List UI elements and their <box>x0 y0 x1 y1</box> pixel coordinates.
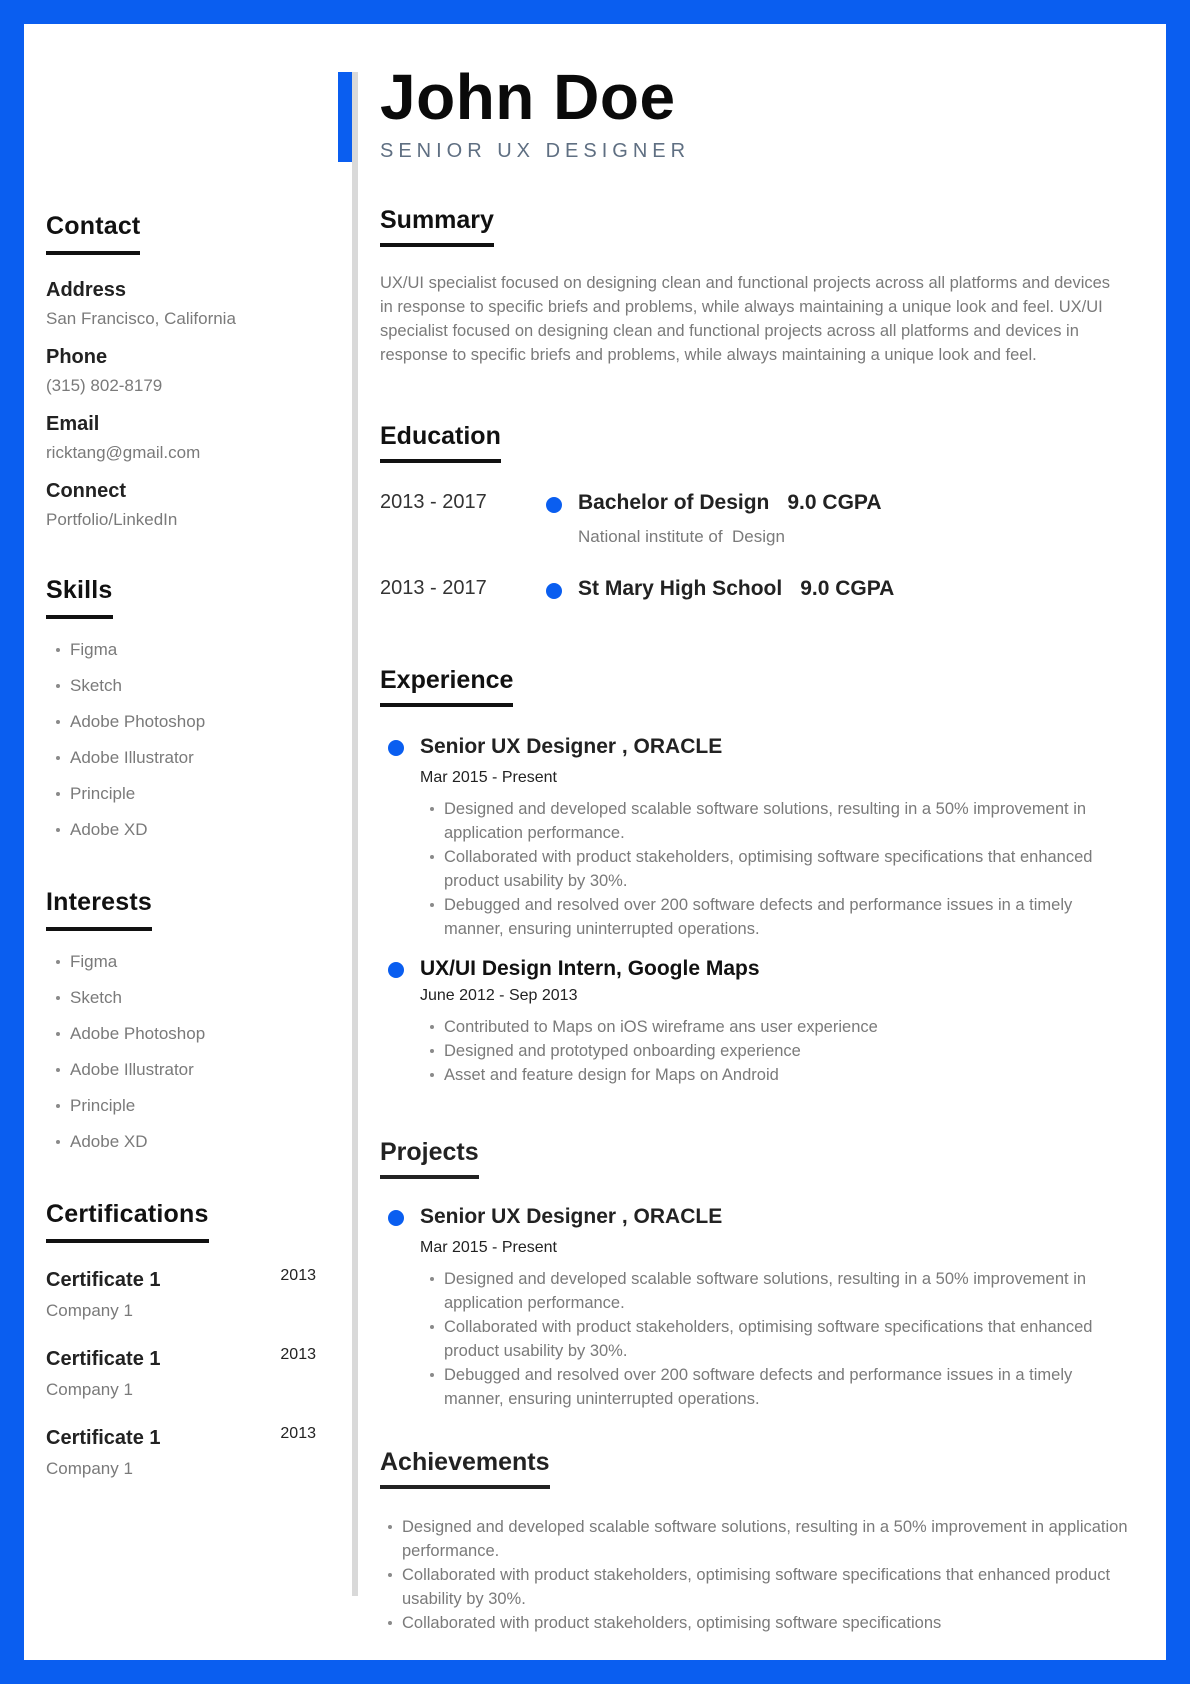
education-degree <box>578 577 894 601</box>
education-item <box>380 491 1140 577</box>
interests-section <box>46 888 346 1167</box>
certificate-year: 2013 <box>280 1425 316 1442</box>
list-item: Designed and prototyped onboarding experience <box>430 1039 1110 1063</box>
list-item: Collaborated with product stakeholders, optimising software specifications that enhanced product usability by 30%. <box>430 1315 1110 1363</box>
job-bullets <box>420 1015 1140 1087</box>
certificate-name: Certificate 1 <box>46 1269 161 1291</box>
job-bullets <box>420 797 1140 941</box>
skills-section <box>46 576 346 855</box>
contact-value: ricktang@gmail.com <box>46 443 201 462</box>
degree-score: 9.0 CGPA <box>787 491 882 514</box>
candidate-role: SENIOR UX DESIGNER <box>380 140 691 162</box>
column-divider <box>352 72 358 1596</box>
degree-name: St Mary High School <box>578 577 783 600</box>
certificate-item <box>46 1346 346 1402</box>
job-date: Mar 2015 - Present <box>420 769 557 786</box>
education-years: 2013 - 2017 <box>380 577 487 599</box>
certificate-item <box>46 1425 346 1481</box>
education-school: National institute of Design <box>578 527 785 546</box>
contact-item-email <box>46 411 346 465</box>
project-title: Senior UX Designer , ORACLE <box>420 1205 723 1228</box>
experience-list <box>380 733 1140 1087</box>
list-item: Collaborated with product stakeholders, optimising software specifications <box>388 1611 1128 1635</box>
list-item: Adobe XD <box>56 1131 346 1153</box>
list-item: Debugged and resolved over 200 software defects and performance issues in a timely manner, ensuring uninterrupted operations. <box>430 1363 1110 1411</box>
summary-text: UX/UI specialist focused on designing clean and functional projects across all platforms and devices in response to specific briefs and problems, while always maintaining a unique look and feel. UX/UI specialist focused on designing clean and functional projects across all platforms and devices in response to specific briefs and problems, while always maintaining a unique look and feel. <box>380 274 1111 364</box>
certifications-list <box>46 1267 346 1481</box>
education-section <box>380 422 1140 625</box>
certificate-name: Certificate 1 <box>46 1427 161 1449</box>
timeline-dot-icon <box>388 740 404 756</box>
list-item: Principle <box>56 1095 346 1117</box>
contact-item-connect <box>46 478 346 532</box>
candidate-name: John Doe <box>380 61 676 133</box>
job-date: June 2012 - Sep 2013 <box>420 987 578 1004</box>
experience-heading: Experience <box>380 666 513 707</box>
certificate-company: Company 1 <box>46 1301 133 1320</box>
education-years: 2013 - 2017 <box>380 491 487 513</box>
timeline-dot-icon <box>388 1210 404 1226</box>
certificate-name: Certificate 1 <box>46 1348 161 1370</box>
experience-item <box>380 955 1140 1087</box>
timeline-dot-icon <box>546 583 562 599</box>
list-item: Adobe Illustrator <box>56 747 346 769</box>
job-title: Senior UX Designer , ORACLE <box>420 735 723 758</box>
list-item: Designed and developed scalable software solutions, resulting in a 50% improvement in application performance. <box>430 1267 1110 1315</box>
education-item <box>380 577 1140 625</box>
list-item: Figma <box>56 951 346 973</box>
experience-section <box>380 666 1140 1087</box>
education-list <box>380 491 1140 625</box>
interests-heading: Interests <box>46 888 152 931</box>
achievements-list <box>380 1515 1140 1635</box>
accent-bar <box>338 72 352 162</box>
education-degree <box>578 491 882 515</box>
education-heading: Education <box>380 422 501 463</box>
contact-label: Email <box>46 413 100 435</box>
contact-list <box>46 277 346 532</box>
resume-page <box>24 24 1166 1660</box>
job-title: UX/UI Design Intern, Google Maps <box>420 957 760 980</box>
achievements-section <box>380 1448 1140 1635</box>
list-item: Collaborated with product stakeholders, optimising software specifications that enhanced product usability by 30%. <box>388 1563 1128 1611</box>
project-date: Mar 2015 - Present <box>420 1239 557 1256</box>
contact-label: Phone <box>46 346 108 368</box>
degree-score: 9.0 CGPA <box>800 577 895 600</box>
projects-list <box>380 1203 1140 1411</box>
achievements-heading: Achievements <box>380 1448 550 1489</box>
certificate-year: 2013 <box>280 1346 316 1363</box>
project-item <box>380 1203 1140 1411</box>
list-item: Debugged and resolved over 200 software defects and performance issues in a timely manner, ensuring uninterrupted operations. <box>430 893 1110 941</box>
projects-section <box>380 1138 1140 1411</box>
contact-value: (315) 802-8179 <box>46 376 163 395</box>
timeline-dot-icon <box>388 962 404 978</box>
list-item: Adobe Illustrator <box>56 1059 346 1081</box>
list-item: Collaborated with product stakeholders, optimising software specifications that enhanced product usability by 30%. <box>430 845 1110 893</box>
summary-heading: Summary <box>380 206 494 247</box>
list-item: Designed and developed scalable software solutions, resulting in a 50% improvement in application performance. <box>388 1515 1128 1563</box>
certifications-heading: Certifications <box>46 1200 209 1243</box>
list-item: Sketch <box>56 987 346 1009</box>
contact-value: San Francisco, California <box>46 309 236 328</box>
interests-list <box>46 951 346 1153</box>
list-item: Asset and feature design for Maps on Android <box>430 1063 1110 1087</box>
list-item: Adobe Photoshop <box>56 711 346 733</box>
certifications-section <box>46 1200 346 1504</box>
projects-heading: Projects <box>380 1138 479 1179</box>
timeline-dot-icon <box>546 497 562 513</box>
list-item: Figma <box>56 639 346 661</box>
contact-section <box>46 212 346 545</box>
certificate-item <box>46 1267 346 1323</box>
certificate-year: 2013 <box>280 1267 316 1284</box>
summary-section <box>380 206 1140 367</box>
contact-label: Connect <box>46 480 126 502</box>
degree-name: Bachelor of Design <box>578 491 770 514</box>
list-item: Adobe XD <box>56 819 346 841</box>
certificate-company: Company 1 <box>46 1459 133 1478</box>
certificate-company: Company 1 <box>46 1380 133 1399</box>
list-item: Designed and developed scalable software solutions, resulting in a 50% improvement in application performance. <box>430 797 1110 845</box>
contact-item-phone <box>46 344 346 398</box>
list-item: Sketch <box>56 675 346 697</box>
contact-value[interactable]: Portfolio/LinkedIn <box>46 510 178 529</box>
list-item: Contributed to Maps on iOS wireframe ans user experience <box>430 1015 1110 1039</box>
skills-heading: Skills <box>46 576 113 619</box>
list-item: Principle <box>56 783 346 805</box>
list-item: Adobe Photoshop <box>56 1023 346 1045</box>
contact-heading: Contact <box>46 212 140 255</box>
skills-list <box>46 639 346 841</box>
experience-item <box>380 733 1140 941</box>
contact-item-address <box>46 277 346 331</box>
project-bullets <box>420 1267 1140 1411</box>
contact-label: Address <box>46 279 127 301</box>
